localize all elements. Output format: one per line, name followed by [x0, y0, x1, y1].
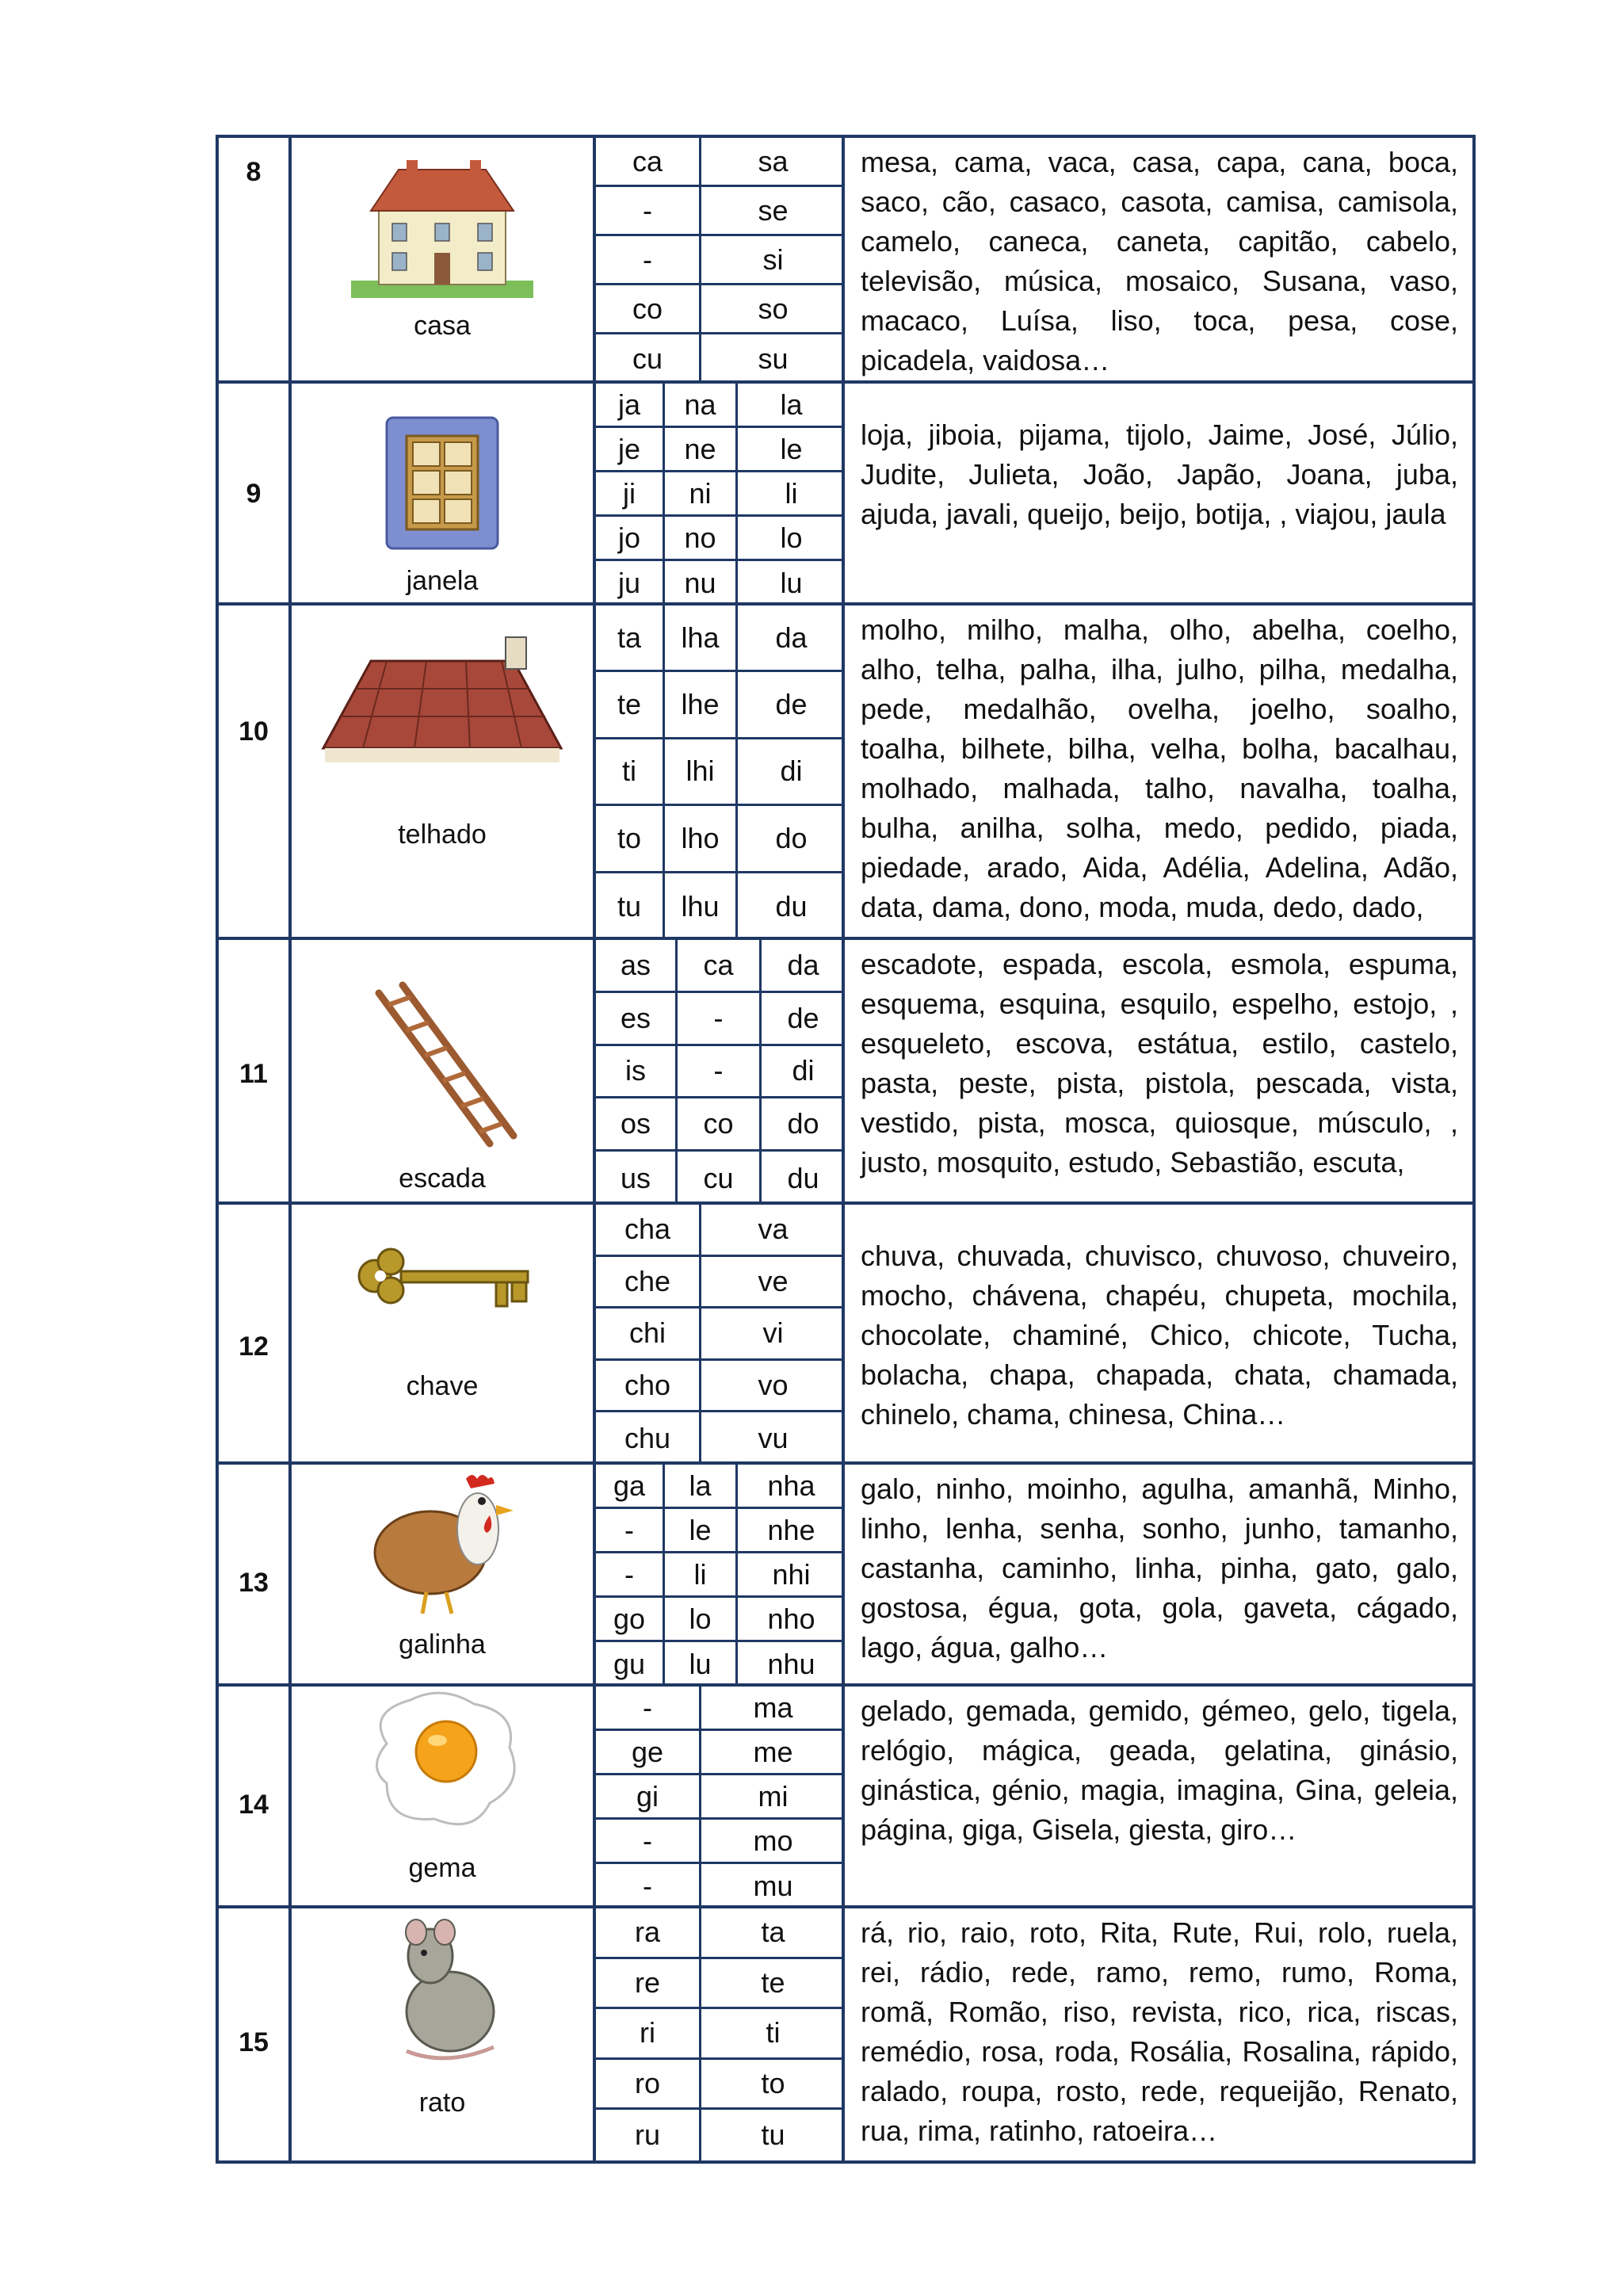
picture-caption: galinha	[399, 1629, 486, 1660]
syllable: ti	[699, 2009, 845, 2057]
syllable: ta	[699, 1908, 845, 1957]
row-number: 11	[239, 1059, 268, 1089]
syllable: ju	[617, 567, 641, 599]
syllable: cu	[632, 342, 663, 375]
row-number: 14	[239, 1790, 269, 1820]
picture-cell	[292, 940, 596, 1201]
syllable: no	[663, 517, 735, 559]
word-list: rá, rio, raio, roto, Rita, Rute, Rui, rolo, ruela, rei, rádio, rede, ramo, remo, rumo, Roma, romã, Romão, riso, revista, rico, rica, riscas, remédio, rosa, roda, Rosália, Rosalina, rápido, ralado, roupa, rosto, rede, requeijão, Renato, rua, rima, ratinho, ratoeira…	[861, 1916, 1458, 2147]
syllable: ja	[617, 388, 641, 421]
syllable: nhu	[735, 1642, 845, 1687]
syllable-row	[596, 2110, 842, 2160]
syllable-row	[596, 285, 842, 334]
row-number: 8	[246, 157, 262, 187]
syllable-row	[596, 1642, 842, 1687]
syllable-row	[596, 428, 842, 472]
syllable: so	[699, 285, 845, 332]
syllable-row	[596, 1598, 842, 1642]
syllable: cho	[624, 1369, 671, 1402]
syllable-row	[596, 1152, 842, 1205]
syllable: lu	[663, 1642, 735, 1687]
syllable: -	[643, 193, 652, 227]
syllable-row	[596, 672, 842, 739]
word-list: chuva, chuvada, chuvisco, chuvoso, chuveiro, mocho, chávena, chapéu, chupeta, mochila, chocolate, chaminé, Chico, chicote, Tucha, bolacha, chapa, chapada, chata, chamada, chinelo, chama, chinesa, China…	[861, 1240, 1458, 1431]
row-number-cell	[219, 1465, 292, 1683]
syllable: -	[675, 993, 759, 1044]
egg-icon	[292, 1688, 593, 1839]
key-icon	[292, 1236, 593, 1331]
syllable-row	[596, 187, 842, 236]
syllable: gi	[636, 1779, 659, 1813]
syllable: le	[735, 428, 845, 470]
syllable-row	[596, 384, 842, 428]
syllable: le	[663, 1509, 735, 1551]
syllable-grid	[596, 1205, 845, 1461]
window-icon	[292, 414, 593, 552]
table-row	[219, 940, 1472, 1205]
syllable: du	[759, 1152, 845, 1205]
syllable: li	[735, 472, 845, 514]
syllable: sa	[699, 138, 845, 185]
picture-cell	[292, 138, 596, 380]
syllable-table	[216, 135, 1476, 2164]
syllable-row	[596, 2009, 842, 2060]
syllable: cu	[675, 1152, 759, 1205]
row-number: 12	[239, 1331, 269, 1362]
row-number-cell	[219, 606, 292, 937]
table-row	[219, 606, 1472, 940]
roof-icon	[292, 629, 593, 768]
syllable: me	[699, 1731, 845, 1773]
syllable: go	[613, 1602, 646, 1635]
syllable-grid	[596, 1687, 845, 1905]
syllable-row	[596, 1257, 842, 1309]
syllable-row	[596, 1959, 842, 2010]
word-list: gelado, gemada, gemido, gémeo, gelo, tigela, relógio, mágica, geada, gelatina, ginásio, ginástica, génio, magia, imagina, Gina, geleia, página, giga, Gisela, giesta, giro…	[861, 1694, 1458, 1846]
word-list: loja, jiboia, pijama, tijolo, Jaime, José, Júlio, Judite, Julieta, João, Japão, Joana, juba, ajuda, javali, queijo, beijo, botija, , viajou, jaula	[861, 418, 1458, 530]
syllable-row	[596, 236, 842, 285]
word-list: molho, milho, malha, olho, abelha, coelho, alho, telha, palha, ilha, julho, pilha, medalha, pede, medalhão, ovelha, joelho, soalho, toalha, bilhete, bilha, velha, bolha, bacalhau, molhado, malhada, talho, navalha, toalha, bulha, anilha, solha, medo, pedido, piada, piedade, arado, Aida, Adélia, Adelina, Adão, data, dama, dono, moda, muda, dedo, dado,	[861, 613, 1458, 923]
row-number: 15	[239, 2027, 269, 2057]
picture-cell	[292, 1908, 596, 2160]
syllable-row	[596, 606, 842, 672]
syllable: co	[675, 1098, 759, 1149]
syllable-row	[596, 1731, 842, 1775]
syllable: li	[663, 1553, 735, 1595]
picture-caption: rato	[418, 2088, 466, 2118]
picture-cell	[292, 606, 596, 937]
table-row	[219, 1908, 1472, 2160]
syllable: ri	[640, 2016, 655, 2050]
picture-caption: casa	[414, 311, 471, 341]
syllable-row	[596, 1412, 842, 1465]
syllable: lha	[663, 606, 735, 670]
syllable-row	[596, 1864, 842, 1908]
syllable-row	[596, 1098, 842, 1152]
picture-caption: escada	[399, 1163, 486, 1194]
syllable-row	[596, 1687, 842, 1731]
picture-cell	[292, 1465, 596, 1683]
syllable: -	[624, 1513, 634, 1546]
syllable-grid	[596, 1465, 845, 1683]
syllable: mu	[699, 1864, 845, 1908]
syllable-row	[596, 1908, 842, 1959]
syllable: je	[617, 432, 641, 465]
mouse-icon	[292, 1908, 593, 2067]
row-number-cell	[219, 1908, 292, 2160]
syllable: la	[735, 384, 845, 426]
picture-cell	[292, 1205, 596, 1461]
syllable-row	[596, 2060, 842, 2111]
syllable: lu	[735, 561, 845, 606]
syllable: vi	[699, 1308, 845, 1358]
syllable: os	[620, 1107, 651, 1140]
syllable: co	[632, 292, 663, 325]
syllable: si	[699, 236, 845, 283]
syllable-row	[596, 561, 842, 606]
syllable-row	[596, 806, 842, 873]
syllable: ti	[622, 755, 636, 788]
syllable: as	[620, 948, 651, 981]
syllable: -	[643, 1870, 652, 1902]
syllable: da	[735, 606, 845, 670]
syllable: cha	[624, 1213, 671, 1246]
syllable-grid	[596, 940, 845, 1201]
syllable-grid	[596, 606, 845, 937]
syllable: te	[699, 1959, 845, 2008]
hen-icon	[292, 1469, 593, 1620]
syllable: mo	[699, 1820, 845, 1862]
syllable: nho	[735, 1598, 845, 1640]
syllable: es	[620, 1001, 651, 1034]
syllable: gu	[613, 1648, 646, 1680]
table-row	[219, 1205, 1472, 1465]
syllable: di	[735, 739, 845, 804]
syllable: chi	[628, 1316, 666, 1350]
syllable: ni	[663, 472, 735, 514]
row-number-cell	[219, 940, 292, 1201]
syllable: ge	[631, 1735, 664, 1768]
syllable: te	[617, 688, 642, 721]
table-row	[219, 1687, 1472, 1908]
picture-caption: gema	[408, 1853, 476, 1883]
syllable-row	[596, 1553, 842, 1598]
table-row	[219, 384, 1472, 606]
syllable: che	[624, 1264, 671, 1297]
syllable: tu	[617, 889, 642, 923]
syllable: us	[620, 1161, 651, 1194]
syllable: su	[699, 334, 845, 384]
syllable: -	[643, 1690, 652, 1724]
syllable-grid	[596, 138, 845, 380]
syllable-row	[596, 1361, 842, 1413]
syllable-row	[596, 1775, 842, 1820]
syllable: chu	[624, 1422, 671, 1455]
syllable: ta	[617, 621, 642, 654]
word-list: galo, ninho, moinho, agulha, amanhã, Minho, linho, lenha, senha, sonho, junho, tamanho, castanha, caminho, linha, pinha, gato, galo, gostosa, égua, gota, gola, gaveta, cágado, lago, água, galho…	[861, 1473, 1458, 1664]
syllable: ca	[675, 940, 759, 991]
syllable: lho	[663, 806, 735, 870]
word-list: escadote, espada, escola, esmola, espuma, esquema, esquina, esquilo, espelho, estojo, , esqueleto, escova, estátua, estilo, castelo, pasta, peste, pista, pistola, pescada, vista, vestido, pista, mosca, quiosque, músculo, , justo, mosquito, estudo, Sebastião, escuta,	[861, 948, 1458, 1179]
syllable-row	[596, 940, 842, 993]
syllable-row	[596, 1820, 842, 1864]
syllable-grid	[596, 1908, 845, 2160]
syllable: vu	[699, 1412, 845, 1465]
syllable: -	[643, 243, 652, 276]
picture-cell	[292, 1687, 596, 1905]
picture-caption: chave	[406, 1371, 479, 1401]
syllable-row	[596, 1205, 842, 1257]
syllable: du	[735, 873, 845, 940]
syllable: lhi	[663, 739, 735, 804]
syllable: nhi	[735, 1553, 845, 1595]
syllable: vo	[699, 1361, 845, 1411]
syllable: ma	[699, 1687, 845, 1729]
syllable: ne	[663, 428, 735, 470]
syllable-row	[596, 1509, 842, 1553]
picture-caption: janela	[406, 566, 479, 596]
syllable: se	[699, 187, 845, 234]
syllable: ra	[634, 1916, 660, 1949]
row-number: 9	[246, 479, 262, 509]
syllable: tu	[699, 2110, 845, 2160]
syllable: do	[759, 1098, 845, 1149]
syllable: lhe	[663, 672, 735, 736]
syllable: is	[625, 1054, 646, 1087]
syllable: mi	[699, 1775, 845, 1817]
ladder-icon	[292, 981, 593, 1156]
syllable: jo	[617, 521, 641, 554]
picture-cell	[292, 384, 596, 602]
syllable-row	[596, 334, 842, 384]
word-list: mesa, cama, vaca, casa, capa, cana, boca, saco, cão, casaco, casota, camisa, camisola, camelo, caneca, caneta, capitão, cabelo, televisão, música, mosaico, Susana, vaso, macaco, Luísa, liso, toca, pesa, cose, picadela, vaidosa…	[861, 146, 1458, 376]
syllable-row	[596, 138, 842, 187]
syllable: nu	[663, 561, 735, 606]
syllable-grid	[596, 384, 845, 602]
syllable-row	[596, 517, 842, 561]
row-number: 10	[239, 716, 269, 747]
syllable: ro	[634, 2067, 660, 2100]
syllable: nha	[735, 1465, 845, 1507]
syllable: ji	[623, 476, 636, 510]
row-number-cell	[219, 1205, 292, 1461]
table-row	[219, 138, 1472, 384]
house-icon	[292, 154, 593, 304]
syllable: re	[634, 1966, 660, 1999]
table-row	[219, 1465, 1472, 1687]
syllable: lhu	[663, 873, 735, 940]
syllable: -	[675, 1046, 759, 1097]
syllable: ru	[634, 2118, 660, 2152]
row-number: 13	[239, 1568, 269, 1598]
syllable-row	[596, 739, 842, 806]
syllable: lo	[663, 1598, 735, 1640]
row-number-cell	[219, 384, 292, 602]
syllable-row	[596, 1308, 842, 1361]
syllable: va	[699, 1205, 845, 1255]
row-number-cell	[219, 1687, 292, 1905]
syllable: ca	[632, 144, 663, 178]
syllable: de	[735, 672, 845, 736]
syllable: lo	[735, 517, 845, 559]
syllable: ve	[699, 1257, 845, 1307]
syllable-row	[596, 1465, 842, 1509]
syllable: -	[624, 1557, 634, 1591]
syllable: to	[617, 821, 642, 854]
syllable-row	[596, 873, 842, 940]
syllable-row	[596, 1046, 842, 1099]
syllable: de	[759, 993, 845, 1044]
syllable: la	[663, 1465, 735, 1507]
syllable-row	[596, 472, 842, 517]
syllable: -	[643, 1824, 652, 1857]
syllable: na	[663, 384, 735, 426]
syllable: da	[759, 940, 845, 991]
syllable-row	[596, 993, 842, 1046]
picture-caption: telhado	[398, 819, 487, 850]
syllable: do	[735, 806, 845, 870]
syllable: to	[699, 2060, 845, 2108]
syllable: ga	[613, 1469, 646, 1502]
syllable: nhe	[735, 1509, 845, 1551]
syllable: di	[759, 1046, 845, 1097]
row-number-cell	[219, 138, 292, 380]
